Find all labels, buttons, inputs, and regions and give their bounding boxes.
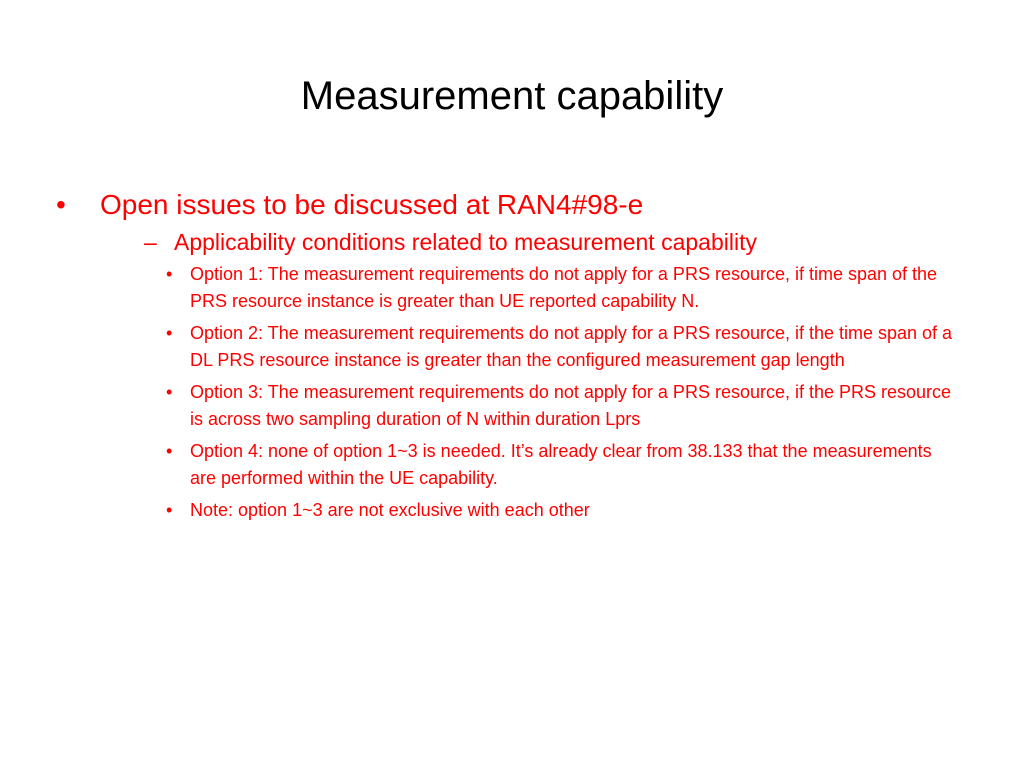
bullet-level2 (144, 225, 956, 259)
bullet-level1 (56, 185, 956, 225)
slide-content (56, 185, 956, 529)
bullet-dot-icon: • (166, 500, 173, 520)
list-item-option-3 (166, 379, 960, 433)
bullet-dot-icon: • (166, 382, 173, 402)
slide-title: Measurement capability (300, 74, 724, 118)
bullet-dot-icon: • (166, 441, 173, 461)
list-item-option-4 (166, 438, 960, 492)
list-item-note (166, 497, 960, 524)
list-item-option-1 (166, 261, 960, 315)
bullet-level2-text: Applicability conditions related to measurement capability (174, 229, 757, 255)
list-item-text: Option 1: The measurement requirements do not apply for a PRS resource, if time span of the PRS resource instance is greater than UE reported capability N. (190, 264, 938, 311)
list-item-text: Option 2: The measurement requirements do not apply for a PRS resource, if the time span of a DL PRS resource instance is greater than the configured measurement gap length (190, 323, 953, 370)
list-item-text: Option 3: The measurement requirements do not apply for a PRS resource, if the PRS resource is across two sampling duration of N within duration Lprs (190, 382, 952, 429)
option-list (166, 261, 956, 524)
bullet-dot-icon: • (166, 264, 173, 284)
bullet-dot-icon: • (56, 189, 66, 220)
bullet-level1-text: Open issues to be discussed at RAN4#98-e (100, 189, 644, 220)
bullet-dash-icon: – (144, 229, 157, 255)
bullet-dot-icon: • (166, 323, 173, 343)
list-item-text: Note: option 1~3 are not exclusive with each other (190, 500, 590, 520)
list-item-text: Option 4: none of option 1~3 is needed. It’s already clear from 38.133 that the measurements are performed within the UE capability. (190, 441, 932, 488)
list-item-option-2 (166, 320, 960, 374)
